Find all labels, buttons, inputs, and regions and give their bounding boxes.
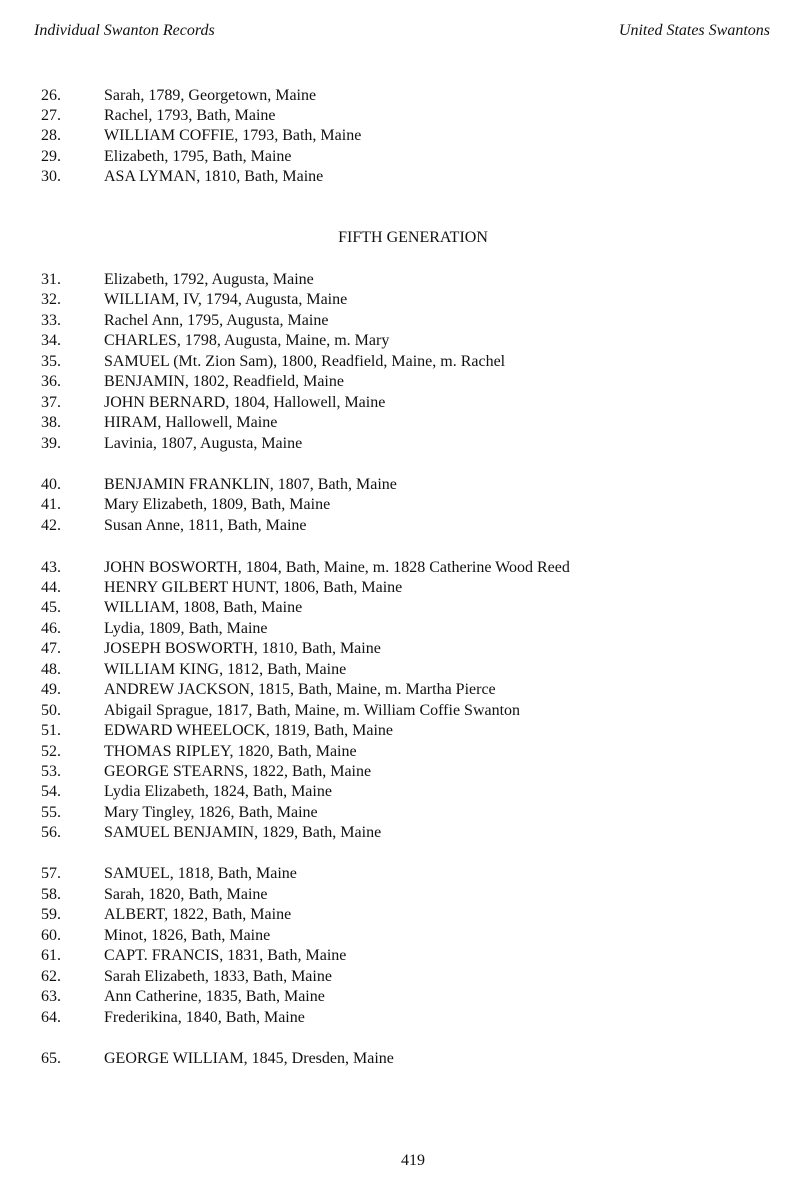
record-entry — [0, 290, 800, 310]
entry-text: ALBERT, 1822, Bath, Maine — [104, 906, 292, 923]
page-number: 419 — [401, 1152, 425, 1169]
entry-text: JOHN BERNARD, 1804, Hallowell, Maine — [104, 394, 386, 411]
entry-number: 40. — [41, 476, 61, 493]
record-entry — [0, 701, 800, 721]
entry-text: HENRY GILBERT HUNT, 1806, Bath, Maine — [104, 579, 403, 596]
entry-text: WILLIAM COFFIE, 1793, Bath, Maine — [104, 127, 362, 144]
entry-number: 61. — [41, 947, 61, 964]
entry-number: 58. — [41, 886, 61, 903]
entry-number: 37. — [41, 394, 61, 411]
record-entry — [0, 86, 800, 106]
entry-number: 52. — [41, 743, 61, 760]
entry-number: 62. — [41, 968, 61, 985]
entry-number: 36. — [41, 373, 61, 390]
entry-text: Susan Anne, 1811, Bath, Maine — [104, 517, 307, 534]
entry-text: Mary Tingley, 1826, Bath, Maine — [104, 804, 318, 821]
record-entry — [0, 619, 800, 639]
record-entry — [0, 434, 800, 454]
record-entry — [0, 721, 800, 741]
entry-text: GEORGE STEARNS, 1822, Bath, Maine — [104, 763, 372, 780]
record-entry — [0, 987, 800, 1007]
entry-number: 49. — [41, 681, 61, 698]
header-right-title: United States Swantons — [618, 22, 770, 39]
entry-text: Frederikina, 1840, Bath, Maine — [104, 1009, 305, 1026]
record-entry — [0, 270, 800, 290]
entry-number: 51. — [41, 722, 61, 739]
record-entry — [0, 762, 800, 782]
record-entry — [0, 598, 800, 618]
entry-number: 57. — [41, 865, 61, 882]
entry-number: 39. — [41, 435, 61, 452]
entry-text: Rachel Ann, 1795, Augusta, Maine — [104, 312, 329, 329]
entry-number: 48. — [41, 661, 61, 678]
entry-text: Minot, 1826, Bath, Maine — [104, 927, 271, 944]
entry-number: 54. — [41, 783, 61, 800]
entry-number: 59. — [41, 906, 61, 923]
record-entry — [0, 352, 800, 372]
entry-text: ASA LYMAN, 1810, Bath, Maine — [104, 168, 324, 185]
entry-number: 55. — [41, 804, 61, 821]
entry-text: Rachel, 1793, Bath, Maine — [104, 107, 276, 124]
entry-text: HIRAM, Hallowell, Maine — [104, 414, 278, 431]
record-entry — [0, 516, 800, 536]
entry-text: CHARLES, 1798, Augusta, Maine, m. Mary — [104, 332, 390, 349]
record-entry — [0, 1049, 800, 1069]
entry-number: 64. — [41, 1009, 61, 1026]
record-entry — [0, 680, 800, 700]
entry-text: Sarah, 1789, Georgetown, Maine — [104, 87, 317, 104]
record-entry — [0, 311, 800, 331]
entry-text: GEORGE WILLIAM, 1845, Dresden, Maine — [104, 1050, 394, 1067]
entry-number: 63. — [41, 988, 61, 1005]
record-entry — [0, 106, 800, 126]
entry-text: ANDREW JACKSON, 1815, Bath, Maine, m. Martha Pierce — [104, 681, 496, 698]
record-entry — [0, 823, 800, 843]
record-entry — [0, 946, 800, 966]
entry-number: 33. — [41, 312, 61, 329]
entry-text: JOHN BOSWORTH, 1804, Bath, Maine, m. 1828 Catherine Wood Reed — [104, 559, 570, 576]
header-left-title: Individual Swanton Records — [34, 22, 215, 39]
record-entry — [0, 126, 800, 146]
record-entry — [0, 475, 800, 495]
entry-number: 26. — [41, 87, 61, 104]
entry-number: 50. — [41, 702, 61, 719]
entry-number: 46. — [41, 620, 61, 637]
entry-text: Abigail Sprague, 1817, Bath, Maine, m. William Coffie Swanton — [104, 702, 521, 719]
record-entry — [0, 495, 800, 515]
entry-text: BENJAMIN, 1802, Readfield, Maine — [104, 373, 344, 390]
record-entry — [0, 905, 800, 925]
entry-text: EDWARD WHEELOCK, 1819, Bath, Maine — [104, 722, 393, 739]
record-entry — [0, 660, 800, 680]
entry-number: 38. — [41, 414, 61, 431]
entry-text: Sarah Elizabeth, 1833, Bath, Maine — [104, 968, 332, 985]
entry-text: SAMUEL BENJAMIN, 1829, Bath, Maine — [104, 824, 382, 841]
record-entry — [0, 147, 800, 167]
entry-text: Elizabeth, 1795, Bath, Maine — [104, 148, 292, 165]
record-entry — [0, 782, 800, 802]
record-entry — [0, 803, 800, 823]
entry-number: 31. — [41, 271, 61, 288]
entry-text: SAMUEL, 1818, Bath, Maine — [104, 865, 297, 882]
record-entry — [0, 372, 800, 392]
entry-number: 65. — [41, 1050, 61, 1067]
entry-text: WILLIAM, IV, 1794, Augusta, Maine — [104, 291, 348, 308]
record-entry — [0, 864, 800, 884]
entry-text: Ann Catherine, 1835, Bath, Maine — [104, 988, 325, 1005]
entry-number: 30. — [41, 168, 61, 185]
entry-text: SAMUEL (Mt. Zion Sam), 1800, Readfield, Maine, m. Rachel — [104, 353, 506, 370]
entry-text: BENJAMIN FRANKLIN, 1807, Bath, Maine — [104, 476, 397, 493]
record-entry — [0, 742, 800, 762]
entry-number: 47. — [41, 640, 61, 657]
entry-number: 42. — [41, 517, 61, 534]
entry-number: 53. — [41, 763, 61, 780]
record-entry — [0, 558, 800, 578]
record-entry — [0, 639, 800, 659]
entry-number: 28. — [41, 127, 61, 144]
entry-text: Lydia Elizabeth, 1824, Bath, Maine — [104, 783, 332, 800]
entry-number: 60. — [41, 927, 61, 944]
record-entry — [0, 167, 800, 187]
entry-text: CAPT. FRANCIS, 1831, Bath, Maine — [104, 947, 347, 964]
entry-text: WILLIAM, 1808, Bath, Maine — [104, 599, 303, 616]
entry-number: 43. — [41, 559, 61, 576]
entry-number: 27. — [41, 107, 61, 124]
entry-text: Sarah, 1820, Bath, Maine — [104, 886, 268, 903]
running-header — [34, 22, 770, 46]
entry-number: 29. — [41, 148, 61, 165]
record-entry — [0, 331, 800, 351]
entry-text: THOMAS RIPLEY, 1820, Bath, Maine — [104, 743, 357, 760]
entry-number: 32. — [41, 291, 61, 308]
entry-number: 56. — [41, 824, 61, 841]
entry-number: 34. — [41, 332, 61, 349]
entry-text: Lavinia, 1807, Augusta, Maine — [104, 435, 303, 452]
entry-text: Elizabeth, 1792, Augusta, Maine — [104, 271, 314, 288]
section-title: FIFTH GENERATION — [338, 229, 488, 246]
record-entry — [0, 1008, 800, 1028]
entry-number: 45. — [41, 599, 61, 616]
record-entry — [0, 926, 800, 946]
record-entry — [0, 413, 800, 433]
entry-number: 44. — [41, 579, 61, 596]
record-entry — [0, 967, 800, 987]
entry-text: Mary Elizabeth, 1809, Bath, Maine — [104, 496, 331, 513]
record-entry — [0, 578, 800, 598]
entry-text: JOSEPH BOSWORTH, 1810, Bath, Maine — [104, 640, 381, 657]
entry-number: 35. — [41, 353, 61, 370]
record-entry — [0, 393, 800, 413]
entry-text: WILLIAM KING, 1812, Bath, Maine — [104, 661, 347, 678]
entry-text: Lydia, 1809, Bath, Maine — [104, 620, 268, 637]
record-entry — [0, 885, 800, 905]
entry-number: 41. — [41, 496, 61, 513]
